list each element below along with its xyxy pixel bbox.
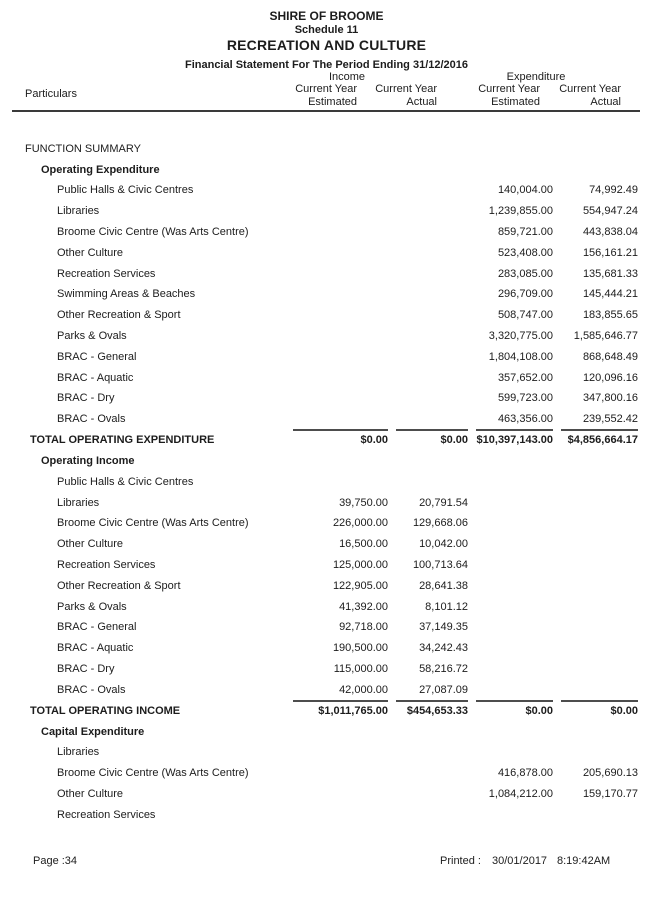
income-estimated-cell: 16,500.00 [339,538,388,551]
table-row [12,180,638,201]
expenditure-actual-cell [553,700,638,721]
expenditure-estimated-cell: 140,004.00 [497,184,553,197]
particulars-cell: BRAC - Dry [57,392,115,405]
expenditure-estimated-column-header [478,83,540,109]
expenditure-actual-cell: 1,585,646.77 [573,329,638,342]
income-actual-column-header [375,83,437,109]
income-estimated-cell [285,388,388,409]
table-row [12,284,638,305]
expenditure-estimated-cell [468,721,553,742]
total-value: $4,856,664.17 [561,429,638,446]
printed-label: Printed : [440,855,481,867]
table-row [12,325,638,346]
table-row [12,596,638,617]
expenditure-estimated-cell [468,533,553,554]
expenditure-estimated-cell: 523,408.00 [497,246,553,259]
estimated-label: Estimated [308,96,357,108]
income-estimated-cell [285,304,388,325]
income-actual-cell [388,762,468,783]
table-row [12,658,638,679]
actual-label: Actual [590,96,621,108]
current-year-label: Current Year [295,83,357,95]
particulars-cell: BRAC - General [57,350,137,363]
total-row [12,429,638,450]
table-row [12,242,638,263]
table-row [12,804,638,825]
expenditure-actual-cell [553,159,638,180]
income-estimated-cell: 190,500.00 [332,642,388,655]
particulars-cell: FUNCTION SUMMARY [25,142,141,155]
expenditure-estimated-cell [468,159,553,180]
particulars-cell: Other Recreation & Sport [57,309,181,322]
printed-date: 30/01/2017 [492,855,548,867]
income-estimated-cell [285,742,388,763]
income-estimated-cell [285,408,388,429]
total-value: $1,011,765.00 [293,700,388,717]
particulars-cell: TOTAL OPERATING EXPENDITURE [30,434,215,447]
particulars-cell: Other Recreation & Sport [57,579,181,592]
particulars-cell: Parks & Ovals [57,600,127,613]
income-actual-cell [388,200,468,221]
expenditure-actual-cell [553,742,638,763]
expenditure-estimated-cell [468,429,553,450]
schedule-label: Schedule 11 [294,24,359,36]
particulars-cell: Broome Civic Centre (Was Arts Centre) [57,517,249,530]
income-actual-cell: 58,216.72 [419,662,468,675]
expenditure-actual-cell [553,138,638,159]
table-row [12,533,638,554]
income-actual-cell [388,138,468,159]
report-subtitle: Financial Statement For The Period Ending 31/12/2016 [184,59,469,71]
actual-label: Actual [406,96,437,108]
income-actual-cell: 129,668.06 [412,517,468,530]
income-actual-cell [388,367,468,388]
particulars-cell: Parks & Ovals [57,329,127,342]
expenditure-actual-cell [553,492,638,513]
expenditure-estimated-cell: 859,721.00 [497,225,553,238]
table-row [12,304,638,325]
expenditure-actual-cell [553,637,638,658]
expenditure-actual-cell: 239,552.42 [582,413,638,426]
expenditure-actual-cell: 74,992.49 [589,184,638,197]
income-estimated-cell [285,263,388,284]
section1-row [12,138,638,159]
table-row [12,346,638,367]
page-number: Page :34 [33,855,78,867]
expenditure-actual-cell [553,575,638,596]
income-actual-cell: 28,641.38 [419,579,468,592]
expenditure-estimated-cell [468,658,553,679]
income-actual-cell [388,242,468,263]
total-value: $0.00 [561,700,638,717]
expenditure-estimated-cell: 508,747.00 [497,309,553,322]
income-estimated-cell [285,471,388,492]
particulars-cell: Capital Expenditure [41,725,145,738]
expenditure-actual-cell [553,554,638,575]
report-title: RECREATION AND CULTURE [226,37,427,53]
expenditure-actual-cell: 443,838.04 [582,225,638,238]
income-estimated-cell [285,284,388,305]
expenditure-actual-cell: 868,648.49 [582,350,638,363]
total-value: $0.00 [396,429,468,446]
expenditure-actual-cell [553,679,638,700]
table-row [12,200,638,221]
particulars-cell: Libraries [57,746,100,759]
expenditure-actual-cell: 183,855.65 [582,309,638,322]
expenditure-estimated-cell [468,554,553,575]
income-estimated-cell [285,804,388,825]
income-estimated-cell [285,242,388,263]
expenditure-actual-cell: 156,161.21 [582,246,638,259]
expenditure-estimated-cell: 296,709.00 [497,288,553,301]
expenditure-estimated-cell: 599,723.00 [497,392,553,405]
income-actual-cell [388,180,468,201]
income-actual-cell [388,450,468,471]
expenditure-actual-cell [553,513,638,534]
particulars-cell: Broome Civic Centre (Was Arts Centre) [57,225,249,238]
expenditure-actual-cell [553,721,638,742]
income-actual-cell [388,263,468,284]
expenditure-estimated-cell [468,637,553,658]
expenditure-estimated-cell [468,513,553,534]
particulars-cell: BRAC - Ovals [57,413,126,426]
income-estimated-cell: 115,000.00 [333,662,388,675]
particulars-cell: BRAC - Aquatic [57,371,134,384]
income-actual-cell [388,159,468,180]
current-year-label: Current Year [375,83,437,95]
income-actual-cell: 10,042.00 [419,538,468,551]
income-estimated-cell [285,138,388,159]
income-estimated-cell: 125,000.00 [332,558,388,571]
expenditure-actual-cell [553,658,638,679]
total-value: $454,653.33 [396,700,468,717]
particulars-cell: BRAC - Aquatic [57,642,134,655]
table-row [12,762,638,783]
expenditure-actual-cell [553,450,638,471]
particulars-cell: BRAC - Ovals [57,683,126,696]
table-row [12,388,638,409]
income-actual-cell [388,388,468,409]
expenditure-actual-cell: 159,170.77 [582,787,638,800]
particulars-cell: Other Culture [57,787,124,800]
expenditure-actual-cell: 135,681.33 [582,267,638,280]
particulars-cell: Other Culture [57,538,124,551]
expenditure-estimated-cell [468,492,553,513]
income-actual-cell [388,804,468,825]
particulars-cell: Recreation Services [57,267,156,280]
income-estimated-cell: 39,750.00 [339,496,388,509]
expenditure-estimated-cell [468,617,553,638]
table-row [12,637,638,658]
particulars-cell: Recreation Services [57,808,156,821]
income-estimated-cell [285,721,388,742]
particulars-cell: Operating Expenditure [41,163,160,176]
income-estimated-cell [285,783,388,804]
income-actual-cell [388,471,468,492]
expenditure-estimated-cell [468,679,553,700]
expenditure-actual-cell [553,429,638,450]
income-actual-cell: 8,101.12 [425,600,468,613]
income-estimated-cell [285,159,388,180]
current-year-label: Current Year [478,83,540,95]
section2-row [12,159,638,180]
income-estimated-cell [285,429,388,450]
expenditure-estimated-cell [468,804,553,825]
particulars-cell: Broome Civic Centre (Was Arts Centre) [57,767,249,780]
current-year-label: Current Year [559,83,621,95]
expenditure-estimated-cell [468,575,553,596]
printed-time: 8:19:42AM [557,855,611,867]
income-estimated-column-header [295,83,357,109]
expenditure-estimated-cell [468,471,553,492]
income-actual-cell: 34,242.43 [419,642,468,655]
income-estimated-cell [285,700,388,721]
income-estimated-cell [285,325,388,346]
income-estimated-cell: 42,000.00 [339,683,388,696]
particulars-cell: Operating Income [41,454,135,467]
total-row [12,700,638,721]
particulars-column-header: Particulars [25,88,77,100]
expenditure-group-header: Expenditure [506,71,566,83]
table-row [12,263,638,284]
income-estimated-cell [285,180,388,201]
income-actual-cell [388,284,468,305]
table-row [12,783,638,804]
expenditure-actual-cell [553,471,638,492]
table-row [12,367,638,388]
expenditure-actual-cell: 205,690.13 [582,767,638,780]
income-actual-cell [388,742,468,763]
income-estimated-cell: 226,000.00 [332,517,388,530]
particulars-cell: Libraries [57,205,100,218]
particulars-cell: BRAC - General [57,621,137,634]
header-rule [12,110,640,112]
expenditure-actual-column-header [559,83,621,109]
income-actual-cell [388,429,468,450]
income-estimated-cell: 41,392.00 [339,600,388,613]
expenditure-estimated-cell [468,742,553,763]
particulars-cell: Swimming Areas & Beaches [57,288,196,301]
expenditure-actual-cell [553,596,638,617]
particulars-cell: Recreation Services [57,558,156,571]
income-estimated-cell: 122,905.00 [332,579,388,592]
income-actual-cell [388,721,468,742]
expenditure-actual-cell [553,617,638,638]
expenditure-estimated-cell [468,138,553,159]
expenditure-estimated-cell [468,596,553,617]
income-actual-cell: 27,087.09 [419,683,468,696]
income-actual-cell [388,346,468,367]
expenditure-estimated-cell: 357,652.00 [497,371,553,384]
income-actual-cell [388,304,468,325]
expenditure-estimated-cell: 283,085.00 [497,267,553,280]
income-actual-cell [388,325,468,346]
section2-row [12,721,638,742]
income-group-header: Income [328,71,366,83]
expenditure-actual-cell [553,804,638,825]
income-estimated-cell [285,221,388,242]
estimated-label: Estimated [491,96,540,108]
total-value: $0.00 [293,429,388,446]
income-actual-cell: 20,791.54 [419,496,468,509]
income-estimated-cell [285,367,388,388]
table-row [12,575,638,596]
expenditure-estimated-cell: 3,320,775.00 [488,329,553,342]
table-row [12,513,638,534]
particulars-cell: Other Culture [57,246,124,259]
income-estimated-cell [285,450,388,471]
table-row [12,221,638,242]
expenditure-estimated-cell: 463,356.00 [497,413,553,426]
income-actual-cell [388,700,468,721]
income-estimated-cell [285,200,388,221]
particulars-cell: TOTAL OPERATING INCOME [30,704,181,717]
particulars-cell: BRAC - Dry [57,662,115,675]
table-row [12,679,638,700]
income-actual-cell [388,783,468,804]
particulars-cell: Public Halls & Civic Centres [57,184,194,197]
expenditure-estimated-cell: 1,084,212.00 [488,787,553,800]
total-value: $0.00 [476,700,553,717]
table-row [12,554,638,575]
table-row [12,742,638,763]
income-estimated-cell [285,346,388,367]
expenditure-estimated-cell: 1,804,108.00 [488,350,553,363]
total-value: $10,397,143.00 [476,429,553,446]
income-estimated-cell: 92,718.00 [339,621,388,634]
expenditure-actual-cell: 145,444.21 [582,288,638,301]
expenditure-actual-cell: 554,947.24 [582,205,638,218]
particulars-cell: Public Halls & Civic Centres [57,475,194,488]
table-row [12,471,638,492]
expenditure-actual-cell [553,533,638,554]
expenditure-actual-cell: 120,096.16 [582,371,638,384]
income-estimated-cell [285,762,388,783]
income-actual-cell [388,221,468,242]
organisation-title: SHIRE OF BROOME [269,9,384,23]
table-row [12,408,638,429]
expenditure-estimated-cell [468,450,553,471]
particulars-cell: Libraries [57,496,100,509]
section2-row [12,450,638,471]
statement-table-body [12,138,638,825]
financial-statement-table [12,138,638,825]
income-actual-cell: 37,149.35 [419,621,468,634]
expenditure-estimated-cell: 1,239,855.00 [488,205,553,218]
expenditure-actual-cell: 347,800.16 [582,392,638,405]
income-actual-cell [388,408,468,429]
income-actual-cell: 100,713.64 [412,558,468,571]
table-row [12,617,638,638]
expenditure-estimated-cell: 416,878.00 [497,767,553,780]
table-row [12,492,638,513]
expenditure-estimated-cell [468,700,553,721]
